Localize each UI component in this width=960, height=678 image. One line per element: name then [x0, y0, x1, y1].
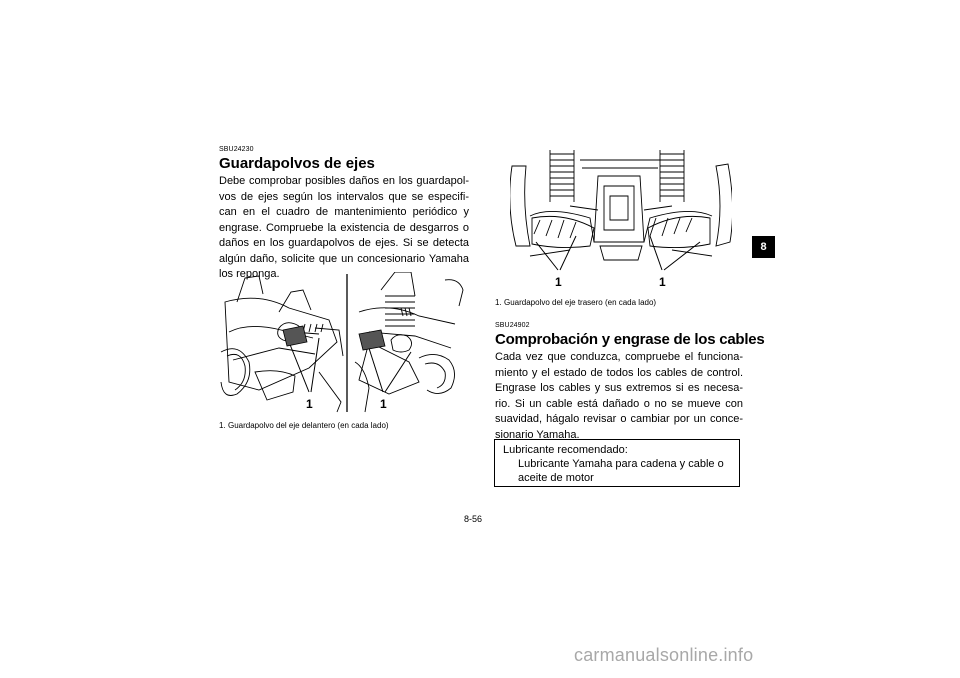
- caption-text: Guardapolvo del eje trasero (en cada lado): [504, 298, 657, 307]
- chapter-tab: 8: [752, 236, 775, 258]
- section-title: Comprobación y engrase de los cables: [495, 331, 765, 348]
- front-callout-right: 1: [380, 397, 387, 411]
- front-figure-caption: [219, 421, 389, 431]
- front-axle-boot-figure: [219, 272, 465, 416]
- front-callout-left: 1: [306, 397, 313, 411]
- recommended-line-1: Lubricante Yamaha para cadena y cable o: [518, 458, 724, 470]
- rear-callout-left: 1: [555, 275, 562, 289]
- rear-callout-right: 1: [659, 275, 666, 289]
- recommended-line-2: aceite de motor: [518, 472, 594, 484]
- section-code: SBU24902: [495, 322, 530, 329]
- rear-figure-caption: [495, 298, 656, 308]
- cable-lubrication-section: [495, 322, 765, 443]
- rear-axle-boot-figure: [510, 146, 732, 293]
- rear-suspension-illustration: [510, 146, 732, 293]
- section-body: Cada vez que conduzca, compruebe el funciona- miento y el estado de todos los cables de control. Engrase los cables y sus extremos si es necesa- rio. Si un cable está dañado o no se mueve con suavidad, hágalo revisar o cambiar por un conce- sionario Yamaha.: [495, 351, 743, 441]
- caption-number: 1.: [495, 298, 502, 307]
- front-suspension-illustration: [219, 272, 465, 416]
- section-title: Guardapolvos de ejes: [219, 155, 375, 172]
- watermark: carmanualsonline.info: [574, 645, 754, 665]
- recommended-label: Lubricante recomendado:: [503, 444, 628, 456]
- caption-text: Guardapolvo del eje delantero (en cada lado): [228, 421, 389, 430]
- section-body: Debe comprobar posibles daños en los guardapol- vos de ejes según los intervalos que se especifi- can en el cuadro de mantenimiento periódico y engrase. Compruebe la existencia de desgarros o daños en los guardapolvos de ejes. Si se detecta algún daño, solicite que un concesionario Yamaha los reponga.: [219, 175, 469, 280]
- recommended-lubricant-box: [494, 439, 740, 487]
- caption-number: 1.: [219, 421, 226, 430]
- axle-boots-section: [219, 146, 469, 283]
- page-number: 8-56: [464, 514, 483, 524]
- section-code: SBU24230: [219, 146, 254, 153]
